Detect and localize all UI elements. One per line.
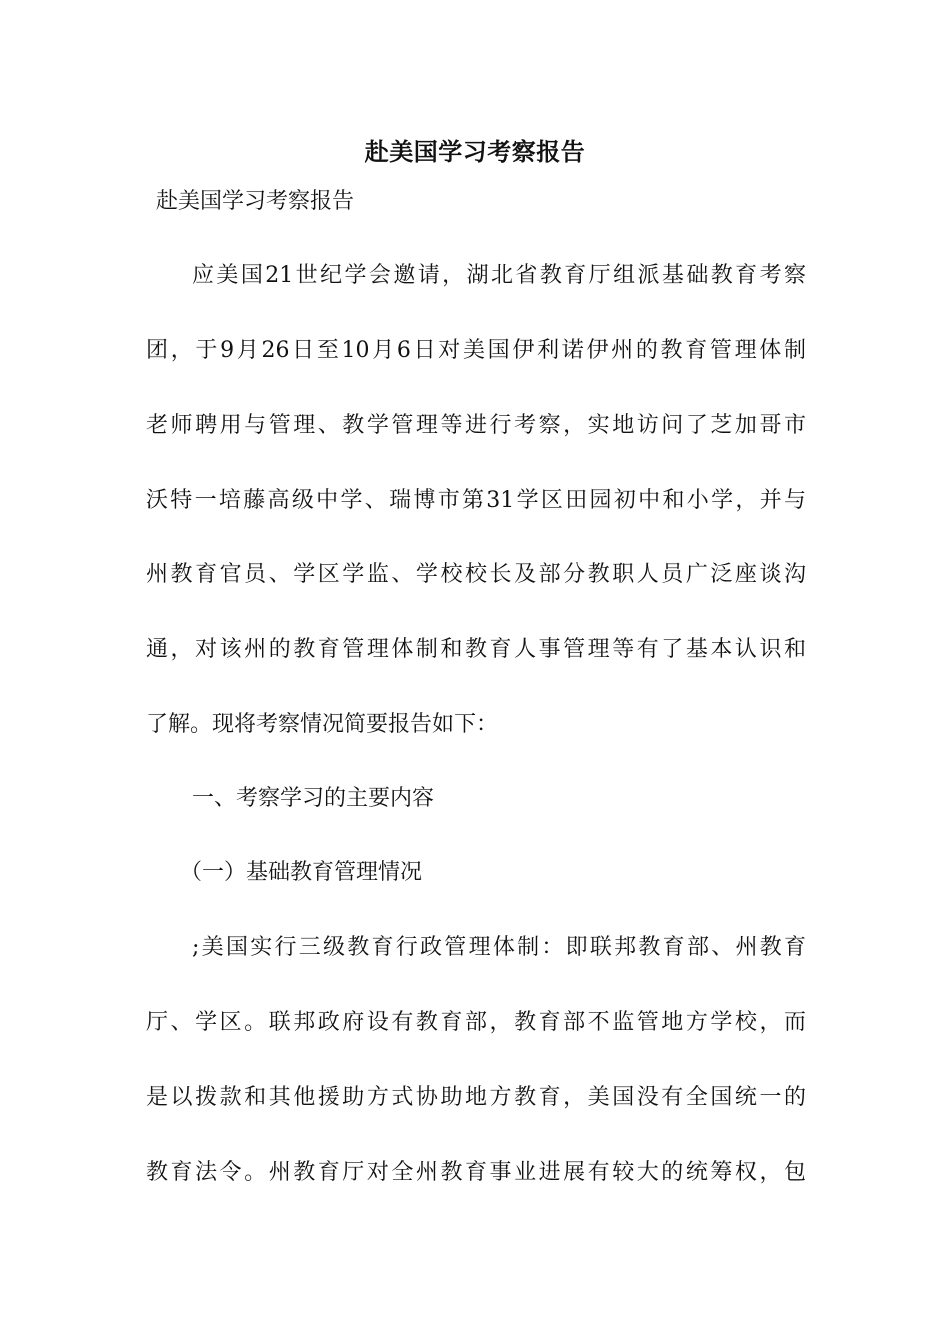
paragraph-1-line-7: 了解。现将考察情况简要报告如下： <box>146 712 499 737</box>
subsection-1-heading: （一）基础教育管理情况 <box>180 860 423 885</box>
paragraph-1-line-6: 通，对该州的教育管理体制和教育人事管理等有了基本认识和 <box>146 637 806 662</box>
paragraph-2-line-1: ;美国实行三级教育行政管理体制：即联邦教育部、州教育 <box>192 935 806 960</box>
paragraph-1-line-5: 州教育官员、学区学监、学校校长及部分教职人员广泛座谈沟 <box>146 562 806 587</box>
paragraph-1-line-1: 应美国21世纪学会邀请，湖北省教育厅组派基础教育考察 <box>192 263 806 288</box>
document-subtitle: 赴美国学习考察报告 <box>156 189 355 214</box>
paragraph-2-line-2: 厅、学区。联邦政府设有教育部，教育部不监管地方学校，而 <box>146 1010 806 1035</box>
paragraph-2-line-4: 教育法令。州教育厅对全州教育事业进展有较大的统筹权，包 <box>146 1160 806 1185</box>
paragraph-2-line-3: 是以拨款和其他援助方式协助地方教育，美国没有全国统一的 <box>146 1085 806 1110</box>
paragraph-1-line-2: 团，于9月26日至10月6日对美国伊利诺伊州的教育管理体制 <box>146 338 806 363</box>
section-1-heading: 一、考察学习的主要内容 <box>192 786 435 811</box>
document-title: 赴美国学习考察报告 <box>364 137 586 166</box>
paragraph-1-line-3: 老师聘用与管理、教学管理等进行考察，实地访问了芝加哥市 <box>146 413 806 438</box>
paragraph-1-line-4: 沃特一培藤高级中学、瑞博市第31学区田园初中和小学，并与 <box>146 488 806 513</box>
